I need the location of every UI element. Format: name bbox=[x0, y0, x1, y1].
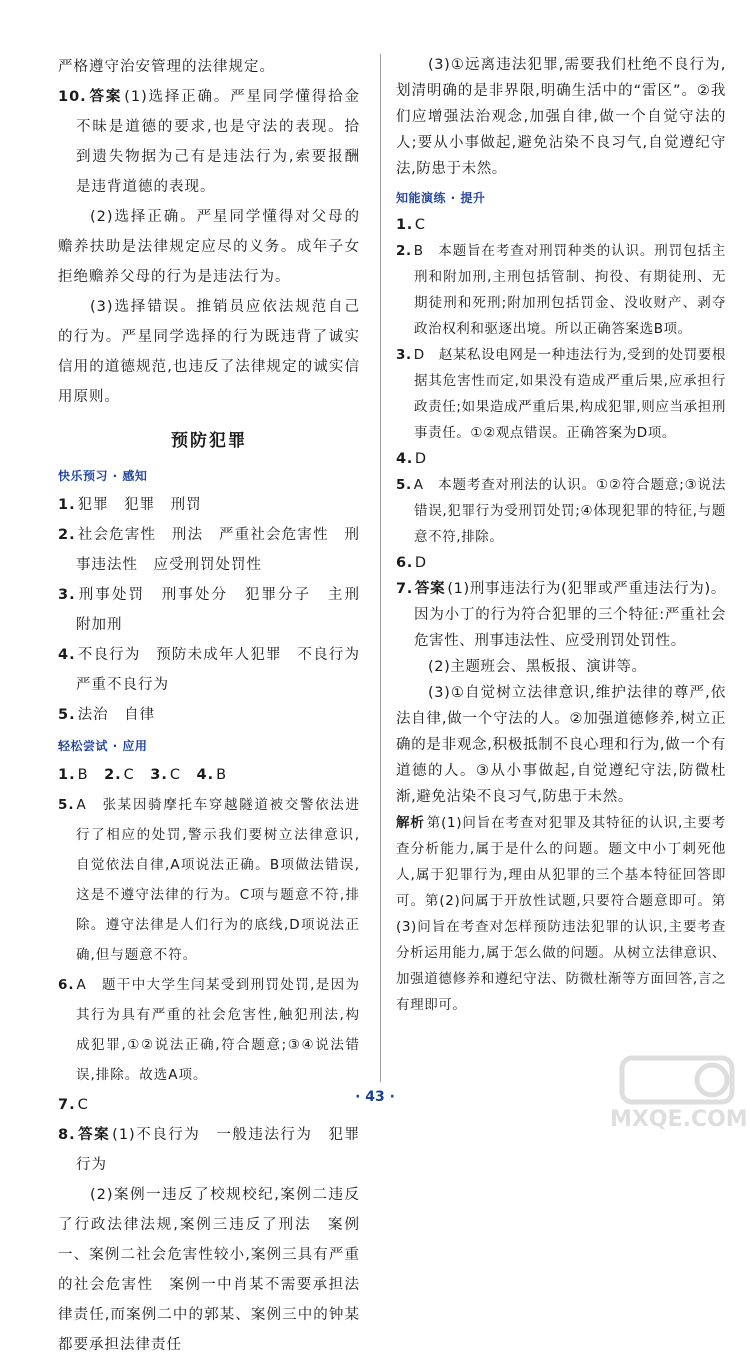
item-text: 社会危害性 刑法 严重社会危害性 刑事违法性 应受刑罚处罚性 bbox=[76, 527, 360, 573]
item-number: 2. bbox=[396, 243, 412, 259]
list-item bbox=[58, 700, 360, 730]
analysis-paragraph bbox=[396, 810, 726, 1018]
list-item bbox=[396, 472, 726, 550]
item-number: 2. bbox=[104, 767, 122, 783]
answer-10-part1 bbox=[58, 82, 360, 202]
column-divider bbox=[380, 54, 381, 1082]
list-item bbox=[58, 580, 376, 640]
answer-label: 答案 bbox=[88, 89, 123, 105]
list-item bbox=[58, 790, 360, 970]
answer-8-part2: (2)案例一违反了校规校纪,案例二违反了行政法律法规,案例三违反了刑法 案例一、案例二社会危害性较小,案例三具有严重的社会危害性 案例一中肖某不需要承担法律责任,而案例二中的郭某、案例三中的钟某都要承担法律责任 bbox=[58, 1187, 360, 1353]
item-text: 法治 自律 bbox=[77, 707, 156, 723]
list-item bbox=[58, 490, 360, 520]
analysis-text: 第(1)问旨在考查对犯罪及其特征的认识,主要考查分析能力,属于是什么的问题。题文中小丁刺死他人,属于犯罪行为,理由从犯罪的三个基本特征回答即可。第(2)问属于开放性试题,只要符合题意即可。第(3)问旨在考查对怎样预防违法犯罪的认识,主要考查分析运用能力,属于怎么做的问题。从树立法律意识、加强道德修养和遵纪守法、防微杜渐等方面回答,言之有理即可。 bbox=[396, 815, 727, 1013]
item-text: B 本题旨在考查对刑罚种类的认识。刑罚包括主刑和附加刑,主刑包括管制、拘役、有期徒刑、无期徒刑和死刑;附加刑包括罚金、没收财产、剥夺政治权利和驱逐出境。所以正确答案选B项。 bbox=[413, 243, 726, 337]
item-text: B bbox=[77, 767, 105, 783]
item-text: C bbox=[169, 767, 197, 783]
item-number: 6. bbox=[58, 977, 75, 993]
list-item bbox=[58, 640, 376, 700]
item-text: 不良行为 预防未成年人犯罪 不良行为 严重不良行为 bbox=[76, 647, 376, 693]
subsection-header-apply: 轻松尝试 · 应用 bbox=[58, 739, 148, 753]
item-number: 4. bbox=[196, 767, 215, 783]
list-item bbox=[396, 446, 726, 472]
list-item bbox=[396, 550, 726, 576]
item-text: D bbox=[414, 555, 427, 571]
item-number: 4. bbox=[396, 451, 413, 467]
answer-7-part2: (2)主题班会、黑板报、演讲等。 bbox=[428, 659, 647, 675]
item-number: 5. bbox=[396, 477, 412, 493]
item-number: 5. bbox=[58, 797, 75, 813]
list-item bbox=[58, 520, 360, 580]
answer-text: (1)不良行为 一般违法行为 犯罪行为 bbox=[76, 1127, 360, 1173]
item-number: 5. bbox=[58, 707, 76, 723]
list-item bbox=[58, 970, 360, 1090]
item-text: C bbox=[123, 767, 151, 783]
item-number: 3. bbox=[150, 767, 168, 783]
item-number: 1. bbox=[396, 217, 413, 233]
item-text: A 本题考查对刑法的认识。①②符合题意;③说法错误,犯罪行为受刑罚处罚;④体现犯罪的特征,与题意不符,排除。 bbox=[413, 477, 726, 545]
continuation-text: 严格遵守治安管理的法律规定。 bbox=[58, 59, 275, 75]
item-text: D 赵某私设电网是一种违法行为,受到的处罚要根据其危害性而定,如果没有造成严重后果,应承担行政责任;如果造成严重后果,构成犯罪,则应当承担刑事责任。①②观点错误。正确答案为D项。 bbox=[413, 347, 726, 441]
watermark-text: MXQE.COM bbox=[610, 1107, 748, 1132]
section-title: 预防犯罪 bbox=[171, 431, 247, 451]
list-item bbox=[58, 760, 360, 790]
answer-10-part3: (3)选择错误。推销员应依法规范自己的行为。严星同学选择的行为既违背了诚实信用的道德规范,也违反了法律规定的诚实信用原则。 bbox=[58, 299, 360, 405]
item-number: 3. bbox=[396, 347, 412, 363]
question-number: 7. bbox=[396, 581, 413, 597]
question-number: 8. bbox=[58, 1127, 76, 1143]
answer-7-part1 bbox=[396, 576, 726, 654]
page-number: · 43 · bbox=[355, 1089, 395, 1105]
answer-text: (1)选择正确。严星同学懂得拾金不昧是道德的要求,也是守法的表现。拾到遗失物据为己有是违法行为,索要报酬是违背道德的表现。 bbox=[76, 89, 361, 195]
list-item bbox=[396, 342, 726, 446]
continuation-text: (3)①远离违法犯罪,需要我们杜绝不良行为,划清明确的是非界限,明确生活中的“雷区”。②我们应增强法治观念,加强自律,做一个自觉守法的人;要从小事做起,避免沾染不良习气,自觉遵纪守法,防患于未然。 bbox=[396, 57, 726, 177]
item-text: A 张某因骑摩托车穿越隧道被交警依法进行了相应的处罚,警示我们要树立法律意识,自觉依法自律,A项说法正确。B项做法错误,这是不遵守法律的行为。C项与题意不符,排除。遵守法律是人们行为的底线,D项说法正确,但与题意不符。 bbox=[76, 797, 360, 963]
item-number: 4. bbox=[58, 647, 76, 663]
question-number: 10. bbox=[58, 89, 87, 105]
item-text: D bbox=[414, 451, 427, 467]
item-number: 3. bbox=[58, 587, 76, 603]
subsection-header-preview: 快乐预习 · 感知 bbox=[58, 469, 148, 483]
watermark-logo bbox=[600, 1052, 750, 1135]
item-text: C bbox=[77, 1097, 89, 1113]
list-item bbox=[396, 212, 726, 238]
subsection-header-practice: 知能演练 · 提升 bbox=[396, 191, 486, 205]
item-text: 犯罪 犯罪 刑罚 bbox=[77, 497, 202, 513]
answer-10-part2: (2)选择正确。严星同学懂得对父母的赡养扶助是法律规定应尽的义务。成年子女拒绝赡养父母的行为是违法行为。 bbox=[58, 209, 360, 285]
item-number: 7. bbox=[58, 1097, 76, 1113]
answer-label: 答案 bbox=[77, 1127, 111, 1143]
right-column bbox=[396, 52, 726, 1018]
item-number: 6. bbox=[396, 555, 413, 571]
answer-7-part3: (3)①自觉树立法律意识,维护法律的尊严,依法自律,做一个守法的人。②加强道德修养,树立正确的是非观念,积极抵制不良心理和行为,做一个有道德的人。③从小事做起,自觉遵纪守法,防微杜渐,避免沾染不良习气,防患于未然。 bbox=[396, 685, 726, 805]
item-text: B bbox=[216, 767, 228, 783]
item-text: C bbox=[414, 217, 426, 233]
item-number: 1. bbox=[58, 767, 76, 783]
item-number: 1. bbox=[58, 497, 76, 513]
answer-label: 答案 bbox=[414, 581, 446, 597]
answer-text: (1)刑事违法行为(犯罪或严重违法行为)。因为小丁的行为符合犯罪的三个特征:严重社会危害性、刑事违法性、应受刑罚处罚性。 bbox=[414, 581, 726, 649]
item-text: 刑事处罚 刑事处分 犯罪分子 主刑 附加刑 bbox=[76, 587, 376, 633]
analysis-label: 解析 bbox=[396, 815, 425, 831]
item-text: A 题干中大学生闫某受到刑罚处罚,是因为其行为具有严重的社会危害性,触犯刑法,构成犯罪,①②说法正确,符合题意;③④说法错误,排除。故选A项。 bbox=[76, 977, 360, 1083]
item-number: 2. bbox=[58, 527, 76, 543]
list-item bbox=[396, 238, 726, 342]
answer-8-part1 bbox=[58, 1120, 360, 1180]
